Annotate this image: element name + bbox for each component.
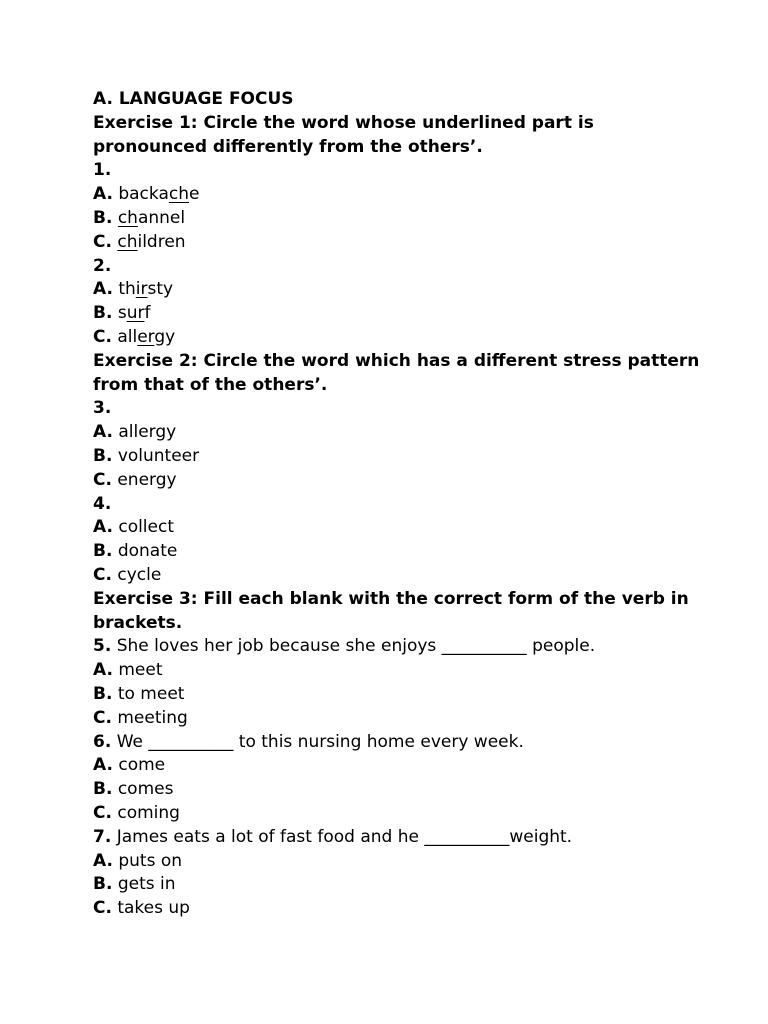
question-3-number: 3. [93, 398, 112, 419]
question-5-option-c: C. meeting [93, 707, 188, 728]
question-3-option-b: B. volunteer [93, 445, 200, 466]
underlined-part: ur [126, 303, 145, 324]
underlined-part: ch [117, 231, 138, 252]
question-5-stem: 5. She loves her job because she enjoys __________ people. [93, 636, 596, 657]
question-7-option-c: C. takes up [93, 898, 190, 919]
question-7-option-a: A. puts on [93, 850, 183, 871]
question-3-option-c: C. energy [93, 469, 177, 490]
underlined-part: ir [135, 279, 148, 300]
question-1-option-a: A. backache [93, 184, 200, 205]
question-6-option-c: C. coming [93, 802, 180, 823]
underlined-part: ch [168, 184, 189, 205]
question-2-number: 2. [93, 255, 112, 276]
underlined-part: ch [117, 207, 138, 228]
question-5-option-a: A. meet [93, 660, 163, 681]
question-1-number: 1. [93, 160, 112, 181]
question-4-option-c: C. cycle [93, 564, 162, 585]
exercise-3-heading: Exercise 3: Fill each blank with the correct form of the verb in brackets. [93, 588, 689, 633]
question-2-option-c: C. allergy [93, 326, 176, 347]
question-5-option-b: B. to meet [93, 683, 185, 704]
question-6-option-a: A. come [93, 755, 166, 776]
question-4-option-b: B. donate [93, 541, 178, 562]
worksheet-content [93, 88, 713, 921]
question-1-option-b: B. channel [93, 207, 186, 228]
section-title: A. LANGUAGE FOCUS [93, 89, 294, 109]
underlined-part: er [137, 326, 155, 347]
question-2-option-b: B. surf [93, 303, 151, 324]
question-6-option-b: B. comes [93, 779, 174, 800]
question-4-number: 4. [93, 493, 112, 514]
question-7-option-b: B. gets in [93, 874, 176, 895]
question-6-stem: 6. We __________ to this nursing home every week. [93, 731, 524, 752]
question-2-option-a: A. thirsty [93, 279, 174, 300]
exercise-1-heading: Exercise 1: Circle the word whose underlined part is pronounced differently from the others’. [93, 112, 594, 157]
exercise-2-heading: Exercise 2: Circle the word which has a different stress pattern from that of the others’. [93, 350, 700, 395]
question-3-option-a: A. allergy [93, 422, 177, 443]
question-7-stem: 7. James eats a lot of fast food and he __________weight. [93, 826, 573, 847]
question-1-option-c: C. children [93, 231, 186, 252]
question-4-option-a: A. collect [93, 517, 175, 538]
